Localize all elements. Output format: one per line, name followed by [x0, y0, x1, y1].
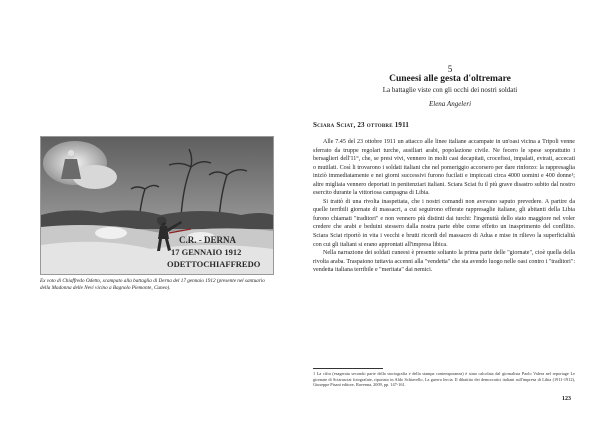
- ex-voto-painting: [40, 136, 274, 275]
- figure-caption: Ex voto di Chiaffredo Odetto, scampato alla battaglia di Derna del 17 gennaio 1912 (presente nel santuario della Madonna delle Nevi vicino a Bagnolo Piemonte, Cuneo).: [40, 278, 265, 291]
- chapter-title: Cuneesi alle gesta d'oltremare: [389, 74, 511, 84]
- paragraph: Nella narrazione dei soldati cuneesi è presente soltanto la prima parte delle "giornate", cioè quella della rivolta araba. Traspaiono tuttavia accenni alla "vendetta" che sta avendo luogo nelle oasi contro i "traditori": vendetta italiana terribile e "meritata" dai nemici.: [313, 250, 575, 274]
- paragraph: Si trattò di una rivolta inaspettata, che i nostri comandi non avevano saputo prevedere. A partire da quelle terribili giornate di massacri, a cui seguirono efferate rappresaglie italiane, gli abitanti della Libia furono chiamati "traditori" e non vennero più distinti dai turchi: l'ingenuità dello stato maggiore nel voler credere che arabi e beduini stessero dalla nostra parte ebbe come effetto un inasprimento del conflitto. Sciara Sciat riportò in vita i vecchi e brutti ricordi del massacro di Adua e mise in rilievo la superficialità con cui gli italiani si erano approntati all'impresa libica.: [313, 198, 575, 248]
- chapter-number: 5: [447, 64, 453, 74]
- footnote-rule: [313, 368, 383, 369]
- body-text: [313, 138, 575, 275]
- inscription-line-2: 17 GENNAIO 1912: [171, 247, 242, 257]
- inscription-line-1: C.R. - DERNA: [179, 235, 236, 245]
- section-heading: Sciara Sciat, 23 ottobre 1911: [313, 121, 410, 129]
- chapter-subtitle: La battaglie viste con gli occhi dei nostri soldati: [382, 86, 518, 94]
- inscription-line-3: ODETTOCHIAFFREDO: [167, 259, 261, 269]
- author-name: Elena Angeleri: [428, 100, 472, 108]
- page-number: 123: [562, 396, 571, 402]
- footnote: 1 La cifra (esagerata secondo parte della storiografia e della stampa contemporanea) è stata calcolata dal giornalista Paolo Valera nel reportage Le giornate di Sciarasciat fotografate, riportato in Aldo Schiavello, La guerra lercia. Il dibattito dei democratici italiani sull'impresa di Libia (1911-1912), Giuseppe Pisani editore, Ravenna, 2009, pp. 147-161.: [313, 371, 575, 388]
- paragraph: Alle 7.45 del 23 ottobre 1911 un attacco alle linee italiane accampate in un'oasi vicina a Tripoli venne sferrato da truppe regolari turche, ausiliari arabi, popolazione civile. Ne fecero le spese soprattutto i bersaglieri dell'11°, che, se presi vivi, vennero in molti casi decapitati, crocefissi, impalati, evirati, accecati o mutilati. Così li trovarono i soldati italiani che nel pomeriggio accorsero per dare rinforzo: la rappresaglia iniziò immediatamente e nei giorni successivi furono fucilati e impiccati circa 4000 uomini e 400 donne¹; altre migliaia vennero deportati in penitenziari italiani. Sciara Sciat fu il più grave disastro subito dal nostro esercito durante la vittoriosa campagna di Libia.: [313, 139, 575, 197]
- right-page: [300, 0, 600, 423]
- ex-voto-illustration: [41, 137, 273, 274]
